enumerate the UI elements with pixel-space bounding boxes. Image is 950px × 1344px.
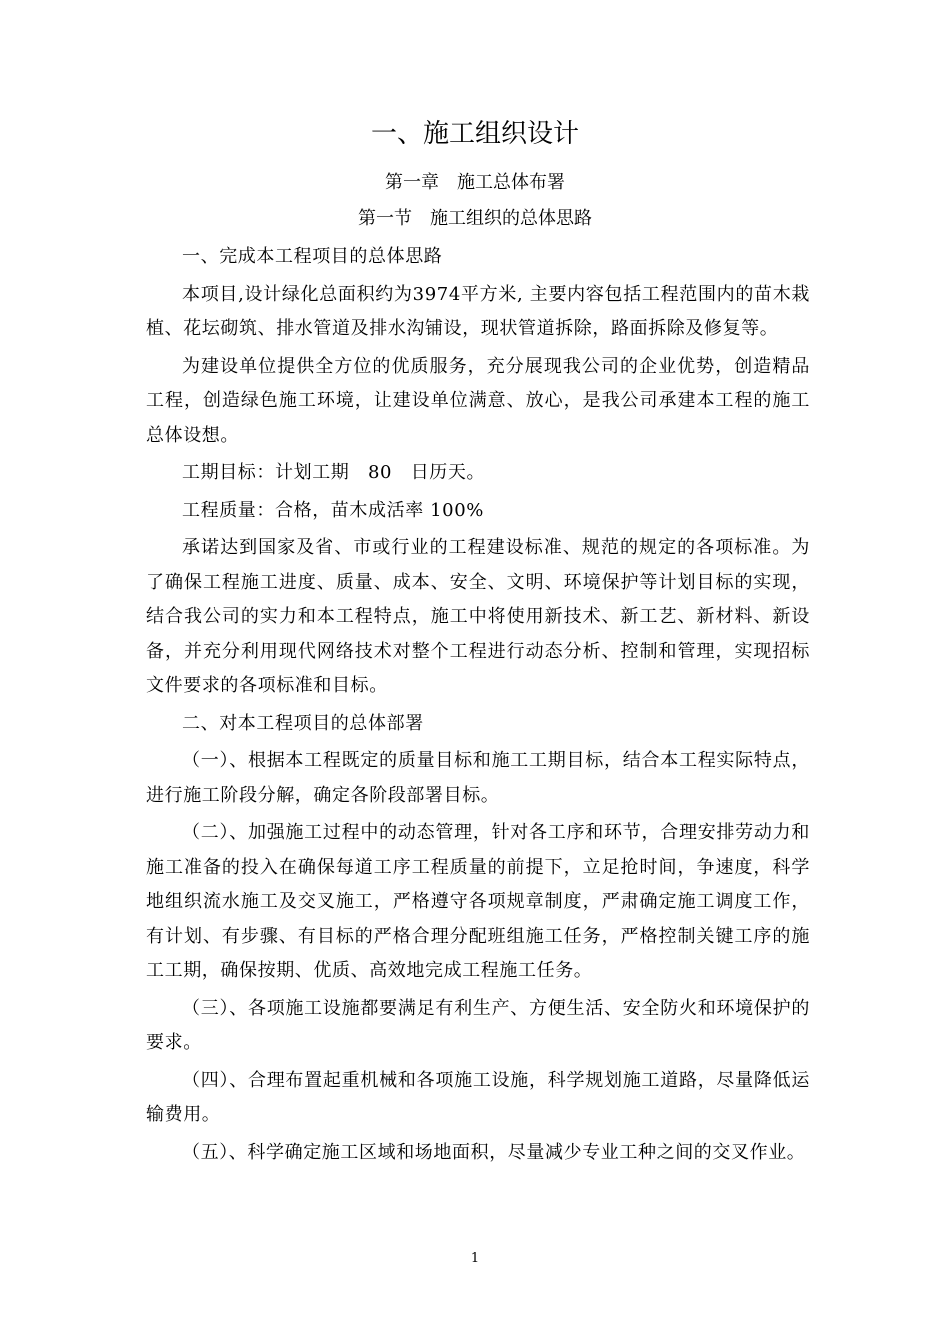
- page-number: 1: [470, 1251, 480, 1266]
- paragraph-quality-target: 工程质量：合格，苗木成活率 100%: [182, 499, 484, 521]
- list-item-1: （一）、根据本工程既定的质量目标和施工工期目标，结合本工程实际特点，进行施工阶段分解，确定各阶段部署目标。: [146, 750, 810, 806]
- body-text: [146, 240, 810, 1173]
- paragraph-service-vision: 为建设单位提供全方位的优质服务，充分展现我公司的企业优势，创造精品工程，创造绿色施工环境，让建设单位满意、放心，是我公司承建本工程的施工总体设想。: [146, 355, 810, 446]
- main-title: 一、施工组织设计: [370, 119, 579, 149]
- paragraph-commitment: 承诺达到国家及省、市或行业的工程建设标准、规范的规定的各项标准。为了确保工程施工进度、质量、成本、安全、文明、环境保护等计划目标的实现，结合我公司的实力和本工程特点，施工中将使用新技术、新工艺、新材料、新设备，并充分利用现代网络技术对整个工程进行动态分析、控制和管理，实现招标文件要求的各项标准和目标。: [146, 537, 810, 696]
- list-item-4: （四）、合理布置起重机械和各项施工设施，科学规划施工道路，尽量降低运输费用。: [146, 1069, 810, 1125]
- section-heading: 第一节 施工组织的总体思路: [358, 208, 592, 229]
- chapter-heading: 第一章 施工总体布署: [385, 172, 565, 193]
- subheading-overall-approach: 一、完成本工程项目的总体思路: [182, 246, 443, 267]
- paragraph-schedule-target: 工期目标：计划工期 80 日历天。: [182, 462, 486, 483]
- subheading-overall-deployment: 二、对本工程项目的总体部署: [182, 712, 424, 734]
- list-item-2: （二）、加强施工过程中的动态管理，针对各工序和环节，合理安排劳动力和施工准备的投入在确保每道工序工程质量的前提下，立足抢时间，争速度，科学地组织流水施工及交叉施工，严格遵守各项规章制度，严肃确定施工调度工作，有计划、有步骤、有目标的严格合理分配班组施工任务，严格控制关键工序的施工工期，确保按期、优质、高效地完成工程施工任务。: [146, 822, 810, 981]
- list-item-5: （五）、科学确定施工区域和场地面积，尽量减少专业工种之间的交叉作业。: [182, 1141, 806, 1163]
- list-item-3: （三）、各项施工设施都要满足有利生产、方便生活、安全防火和环境保护的要求。: [146, 997, 810, 1053]
- paragraph-project-scope: 本项目,设计绿化总面积约为3974平方米, 主要内容包括工程范围内的苗木栽植、花坛砌筑、排水管道及排水沟铺设，现状管道拆除，路面拆除及修复等。: [146, 283, 810, 339]
